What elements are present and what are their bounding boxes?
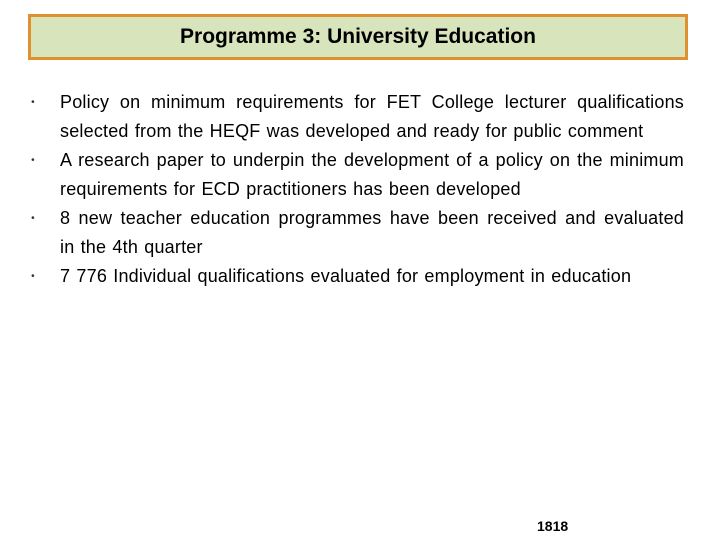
bullet-text: A research paper to underpin the development of a policy on the minimum requirements for ECD practitioners has been developed xyxy=(60,150,684,199)
bullet-icon: • xyxy=(31,213,35,224)
bullet-list xyxy=(28,88,684,291)
bullet-icon: • xyxy=(31,271,35,282)
bullet-icon: • xyxy=(31,155,35,166)
title-banner xyxy=(28,14,688,60)
slide-title: Programme 3: University Education xyxy=(180,25,536,48)
bullet-text: 8 new teacher education programmes have been received and evaluated in the 4th quarter xyxy=(60,208,684,257)
bullet-text: 7 776 Individual qualifications evaluated for employment in education xyxy=(60,266,632,286)
bullet-item xyxy=(28,88,684,146)
bullet-item xyxy=(28,262,684,291)
bullet-text: Policy on minimum requirements for FET College lecturer qualifications selected from the HEQF was developed and ready for public comment xyxy=(60,92,684,141)
page-number: 1818 xyxy=(537,518,569,534)
bullet-item xyxy=(28,204,684,262)
bullet-item xyxy=(28,146,684,204)
bullet-icon: • xyxy=(31,97,35,108)
